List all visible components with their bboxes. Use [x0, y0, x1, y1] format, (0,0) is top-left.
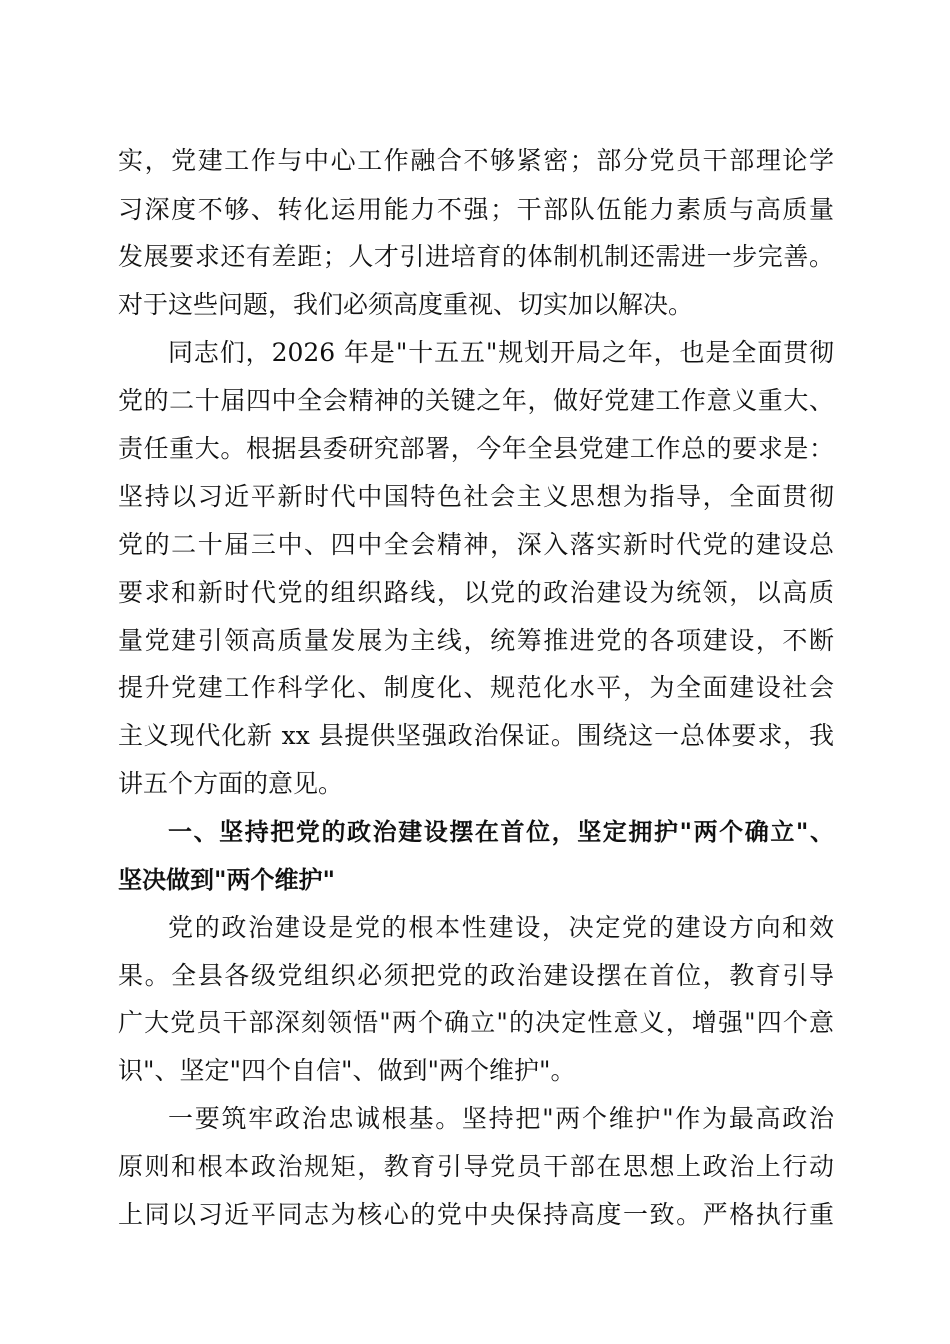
body-text-line: 上同以习近平同志为核心的党中央保持高度一致。严格执行重	[118, 1200, 834, 1229]
paragraph-start-line: 一要筑牢政治忠诚根基。坚持把"两个维护"作为最高政治	[168, 1104, 834, 1133]
body-text-line: 量党建引领高质量发展为主线，统筹推进党的各项建设，不断	[118, 626, 834, 655]
body-text-line: 广大党员干部深刻领悟"两个确立"的决定性意义，增强"四个意	[118, 1008, 834, 1037]
body-text-line: 坚持以习近平新时代中国特色社会主义思想为指导，全面贯彻	[118, 482, 834, 511]
body-text-line: 发展要求还有差距；人才引进培育的体制机制还需进一步完善。	[118, 242, 834, 271]
body-text-line: 习深度不够、转化运用能力不强；干部队伍能力素质与高质量	[118, 195, 834, 224]
body-text-line: 识"、坚定"四个自信"、做到"两个维护"。	[118, 1056, 576, 1085]
section-heading-line: 坚决做到"两个维护"	[118, 866, 336, 894]
body-text-line: 果。全县各级党组织必须把党的政治建设摆在首位，教育引导	[118, 961, 834, 990]
section-heading-line: 一、坚持把党的政治建设摆在首位，坚定拥护"两个确立"、	[168, 818, 834, 846]
body-text-line: 责任重大。根据县委研究部署，今年全县党建工作总的要求是：	[118, 434, 834, 463]
paragraph-start-line: 党的政治建设是党的根本性建设，决定党的建设方向和效	[168, 913, 834, 942]
body-text-line: 原则和根本政治规矩，教育引导党员干部在思想上政治上行动	[118, 1152, 834, 1181]
body-text-line: 主义现代化新 xx 县提供坚强政治保证。围绕这一总体要求，我	[118, 721, 834, 750]
body-text-line: 党的二十届四中全会精神的关键之年，做好党建工作意义重大、	[118, 386, 834, 415]
body-text-line: 党的二十届三中、四中全会精神，深入落实新时代党的建设总	[118, 530, 834, 559]
body-text-line: 提升党建工作科学化、制度化、规范化水平，为全面建设社会	[118, 673, 834, 702]
body-text-line: 讲五个方面的意见。	[118, 769, 344, 798]
body-text-line: 实，党建工作与中心工作融合不够紧密；部分党员干部理论学	[118, 146, 834, 175]
paragraph-start-line: 同志们，2026 年是"十五五"规划开局之年，也是全面贯彻	[168, 338, 834, 367]
body-text-line: 对于这些问题，我们必须高度重视、切实加以解决。	[118, 290, 694, 319]
body-text-line: 要求和新时代党的组织路线，以党的政治建设为统领，以高质	[118, 578, 834, 607]
